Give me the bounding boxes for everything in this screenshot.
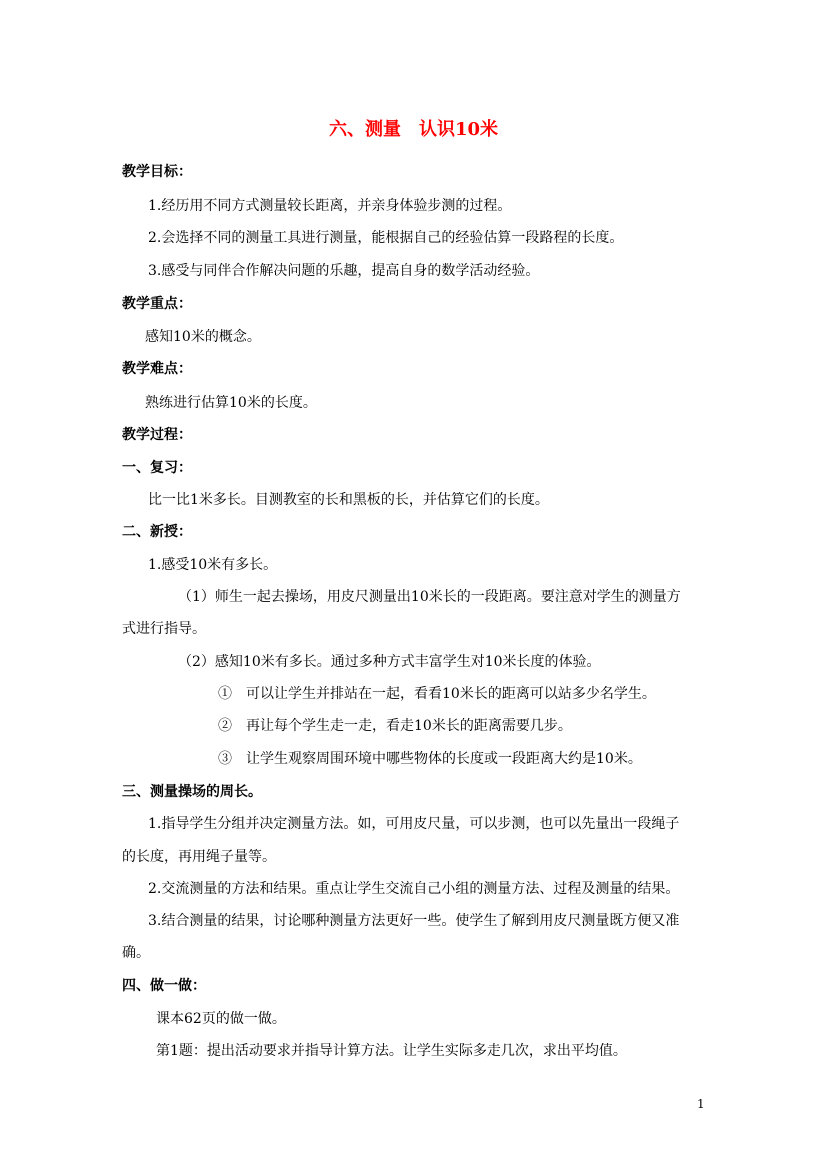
circle-item-1: ① 可以让学生并排站在一起，看看10米长的距离可以站多少名学生。 [218,686,656,702]
measure-item-3-line-2: 确。 [122,945,150,961]
difficulty-heading: 教学难点： [122,361,192,377]
new-sub-2: （2）感知10米有多长。通过多种方式丰富学生对10米长度的体验。 [178,654,601,670]
difficulty-text: 熟练进行估算10米的长度。 [145,395,317,411]
practice-heading: 四、做一做： [122,978,206,994]
page-number: 1 [697,1097,705,1111]
measure-heading: 三、测量操场的周长。 [122,784,262,800]
review-text: 比一比1米多长。目测教室的长和黑板的长，并估算它们的长度。 [148,492,549,508]
page-title: 六、测量 认识10米 [328,119,499,140]
new-item-1: 1.感受10米有多长。 [148,557,278,573]
practice-text-2: 第1题：提出活动要求并指导计算方法。让学生实际多走几次，求出平均值。 [156,1043,627,1059]
circle-item-3: ③ 让学生观察周围环境中哪些物体的长度或一段距离大约是10米。 [218,751,642,767]
measure-item-3-line-1: 3.结合测量的结果，讨论哪种测量方法更好一些。使学生了解到用皮尺测量既方便又准 [148,913,680,929]
key-heading: 教学重点： [122,296,192,312]
practice-text-1: 课本62页的做一做。 [156,1011,286,1027]
review-heading: 一、复习： [122,460,192,476]
goals-heading: 教学目标： [122,164,192,180]
process-heading: 教学过程： [122,427,192,443]
circle-item-2: ② 再让每个学生走一走，看走10米长的距离需要几步。 [218,718,572,734]
goal-item-2: 2.会选择不同的测量工具进行测量，能根据自己的经验估算一段路程的长度。 [148,230,624,246]
goal-item-3: 3.感受与同伴合作解决问题的乐趣，提高自身的数学活动经验。 [148,263,540,279]
measure-item-1-line-2: 的长度，再用绳子量等。 [122,849,276,865]
new-heading: 二、新授： [122,524,192,540]
measure-item-1-line-1: 1.指导学生分组并决定测量方法。如，可用皮尺量，可以步测，也可以先量出一段绳子 [148,816,680,832]
new-sub-1-line-1: （1）师生一起去操场，用皮尺测量出10米长的一段距离。要注意对学生的测量方 [178,589,681,605]
new-sub-1-line-2: 式进行指导。 [122,621,206,637]
measure-item-2: 2.交流测量的方法和结果。重点让学生交流自己小组的测量方法、过程及测量的结果。 [148,881,680,897]
goal-item-1: 1.经历用不同方式测量较长距离，并亲身体验步测的过程。 [148,198,512,214]
key-text: 感知10米的概念。 [145,329,261,345]
